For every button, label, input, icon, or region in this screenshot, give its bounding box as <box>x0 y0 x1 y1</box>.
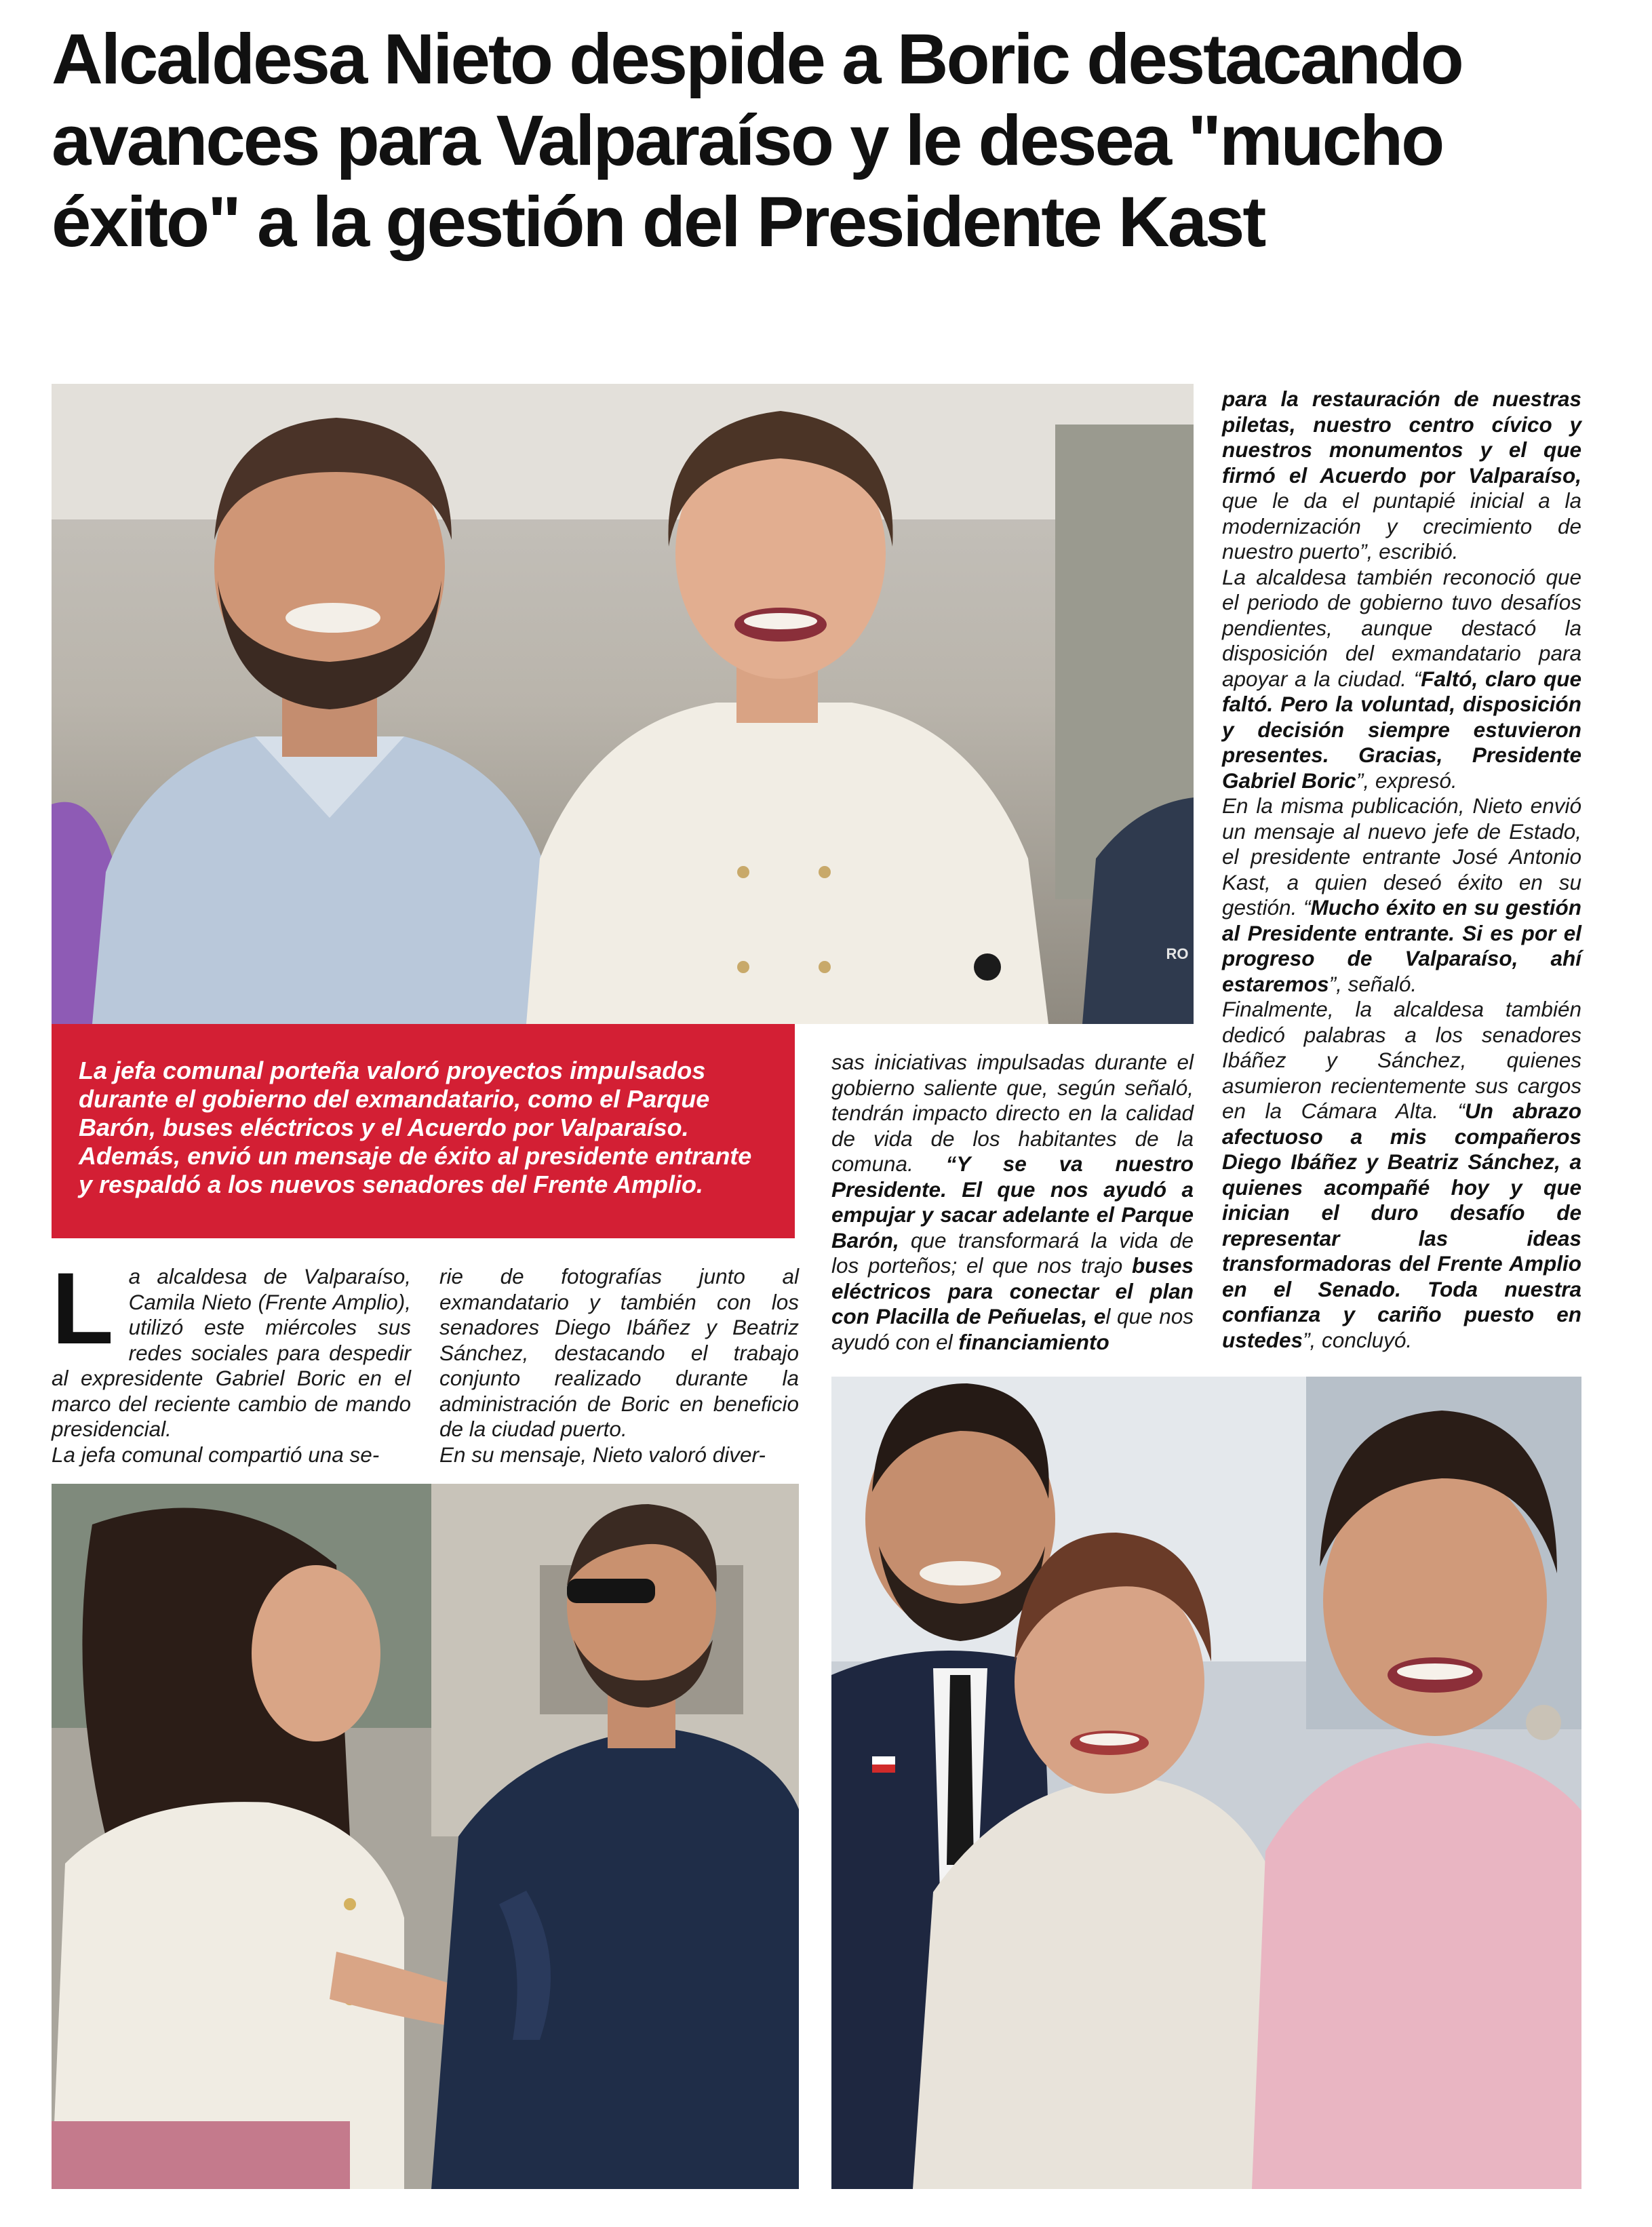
col4-quote-2: Faltó, claro que faltó. Pero la voluntad, disposición y decisión siempre estuvieron presentes. Gracias, Presidente Gabriel Boric <box>1222 666 1581 793</box>
headline: Alcaldesa Nieto despide a Boric destacando avances para Valparaíso y le desea "mucho éxito" a la gestión del Presidente Kast <box>52 20 1462 262</box>
article-col-4 <box>1222 387 1581 1353</box>
col2-paragraph-1: rie de fotografías junto al exmandatario y también con los senadores Diego Ibáñez y Beatriz Sánchez, destacando el trabajo conjunto realizado durante la administración de Boric en beneficio de la ciudad puerto. <box>439 1264 799 1441</box>
col4-quote-4: Un abrazo afectuoso a mis compañeros Diego Ibáñez y Beatriz Sánchez, a quienes acompañé hoy y que inician el duro desafío de representar las ideas transformadoras del Frente Amplio en el Senado. Toda nuestra confianza y cariño puesto en ustedes <box>1222 1099 1581 1352</box>
photo-handshake <box>52 1484 799 2189</box>
col3-quote-2: buses eléctricos para conectar el plan con Placilla de Peñuelas, e <box>831 1253 1194 1328</box>
jacket-badge: RO <box>1166 945 1189 962</box>
col1-paragraph-2: La jefa comunal compartió una se- <box>52 1442 380 1467</box>
col4-text-3: ”, señaló. <box>1329 971 1417 996</box>
photo-selfie-senators <box>831 1377 1581 2189</box>
col1-paragraph-1: a alcaldesa de Valparaíso, Camila Nieto (Frente Amplio), utilizó este miércoles sus redes sociales para despedir al expresidente Gabriel Boric en el marco del reciente cambio de mando presidencial. <box>52 1264 411 1441</box>
col4-text-1: que le da el puntapié inicial a la modernización y crecimiento de nuestro puerto”, escribió. <box>1222 488 1581 564</box>
article-col-2 <box>439 1264 799 1467</box>
photo-boric-nieto <box>52 384 1194 1024</box>
col4-paragraph-4: Finalmente, la alcaldesa también dedicó palabras a los senadores Ibáñez y Sánchez, quienes asumieron recientemente sus cargos en la Cámara Alta. “ <box>1222 997 1581 1123</box>
col3-quote-3: financiamiento <box>958 1329 1109 1354</box>
drop-cap: L <box>52 1251 114 1365</box>
article-col-1 <box>52 1251 411 1467</box>
col4-paragraph-3: En la misma publicación, Nieto envió un mensaje al nuevo jefe de Estado, el presidente entrante José Antonio Kast, a quien deseó éxito en su gestión. “ <box>1222 793 1581 920</box>
col3-text-1: sas iniciativas impulsadas durante el gobierno saliente que, según señaló, tendrán impacto directo en la calidad de vida de los habitantes de la comuna. <box>831 1050 1194 1176</box>
col4-quote-3: Mucho éxito en su gestión al Presidente entrante. Si es por el progreso de Valparaíso, ahí estaremos <box>1222 895 1581 996</box>
col3-text-3: l que nos ayudó con el <box>831 1304 1194 1354</box>
article-col-3 <box>831 1050 1194 1355</box>
col3-quote-1: “Y se va nuestro Presidente. El que nos ayudó a empujar y sacar adelante el Parque Barón, <box>831 1151 1194 1253</box>
col4-paragraph-2: La alcaldesa también reconoció que el periodo de gobierno tuvo desafíos pendientes, aunque destacó la disposición del exmandatario para apoyar a la ciudad. “ <box>1222 564 1581 691</box>
col3-text-2: que transformará la vida de los porteños; el que nos trajo <box>831 1227 1194 1278</box>
col2-paragraph-2: En su mensaje, Nieto valoró diver- <box>439 1442 766 1467</box>
col4-text-2: ”, expresó. <box>1356 768 1457 793</box>
lead-box: La jefa comunal porteña valoró proyectos impulsados durante el gobierno del exmandatario, como el Parque Barón, buses eléctricos y el Acuerdo por Valparaíso. Además, envió un mensaje de éxito al presidente entrante y respaldó a los nuevos senadores del Frente Amplio. <box>52 1024 795 1238</box>
col4-text-4: ”, concluyó. <box>1303 1327 1413 1352</box>
col4-quote-1: para la restauración de nuestras piletas, nuestro centro cívico y nuestros monumentos y el que firmó el Acuerdo por Valparaíso, <box>1222 387 1581 488</box>
